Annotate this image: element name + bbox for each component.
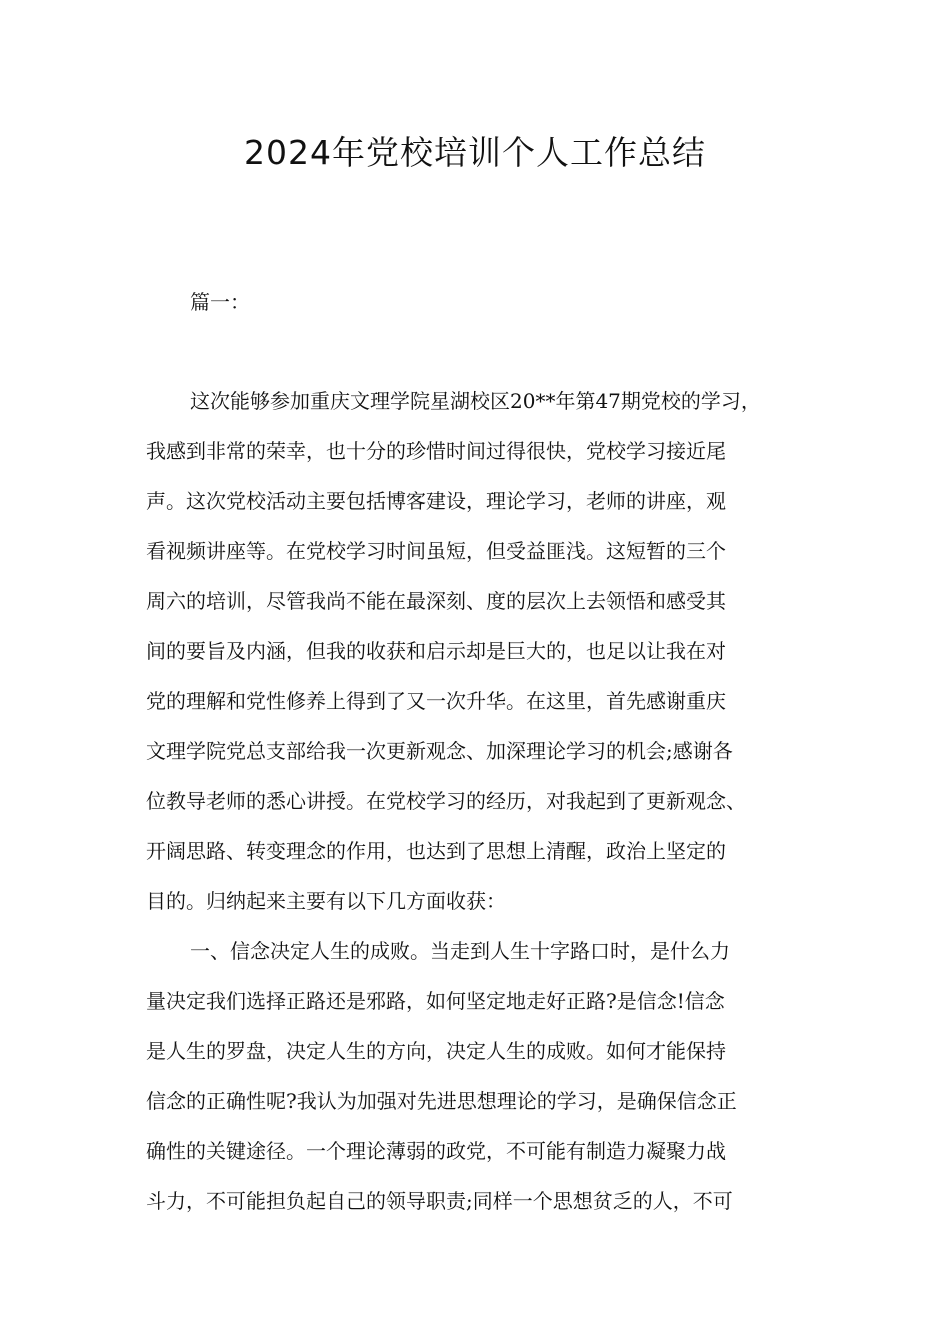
paragraph-line: 斗力，不可能担负起自己的领导职责;同样一个思想贫乏的人，不可 — [146, 1189, 733, 1213]
paragraph-line: 开阔思路、转变理念的作用，也达到了思想上清醒，政治上坚定的 — [146, 839, 726, 863]
document-title: 2024年党校培训个人工作总结 — [244, 133, 706, 172]
paragraph-line: 我感到非常的荣幸，也十分的珍惜时间过得很快，党校学习接近尾 — [146, 439, 726, 463]
paragraph-line: 间的要旨及内涵，但我的收获和启示却是巨大的，也足以让我在对 — [146, 639, 726, 663]
paragraph-line: 文理学院党总支部给我一次更新观念、加深理论学习的机会;感谢各 — [146, 739, 733, 763]
paragraph-line: 确性的关键途径。一个理论薄弱的政党，不可能有制造力凝聚力战 — [146, 1139, 726, 1163]
paragraph-line: 信念的正确性呢?我认为加强对先进思想理论的学习，是确保信念正 — [146, 1089, 737, 1113]
paragraph-line: 位教导老师的悉心讲授。在党校学习的经历，对我起到了更新观念、 — [146, 789, 746, 813]
paragraph-line: 声。这次党校活动主要包括博客建设，理论学习，老师的讲座，观 — [146, 489, 726, 513]
paragraph-line: 一、信念决定人生的成败。当走到人生十字路口时，是什么力 — [190, 939, 730, 963]
section-label: 篇一： — [190, 290, 250, 314]
paragraph-line: 党的理解和党性修养上得到了又一次升华。在这里，首先感谢重庆 — [146, 689, 726, 713]
paragraph-line: 目的。归纳起来主要有以下几方面收获： — [146, 889, 506, 913]
paragraph-line: 看视频讲座等。在党校学习时间虽短，但受益匪浅。这短暂的三个 — [146, 539, 726, 563]
paragraph-line: 周六的培训，尽管我尚不能在最深刻、度的层次上去领悟和感受其 — [146, 589, 726, 613]
paragraph-line: 这次能够参加重庆文理学院星湖校区20**年第47期党校的学习， — [190, 389, 761, 413]
paragraph-line: 量决定我们选择正路还是邪路，如何坚定地走好正路?是信念!信念 — [146, 989, 725, 1013]
paragraph-line: 是人生的罗盘，决定人生的方向，决定人生的成败。如何才能保持 — [146, 1039, 726, 1063]
